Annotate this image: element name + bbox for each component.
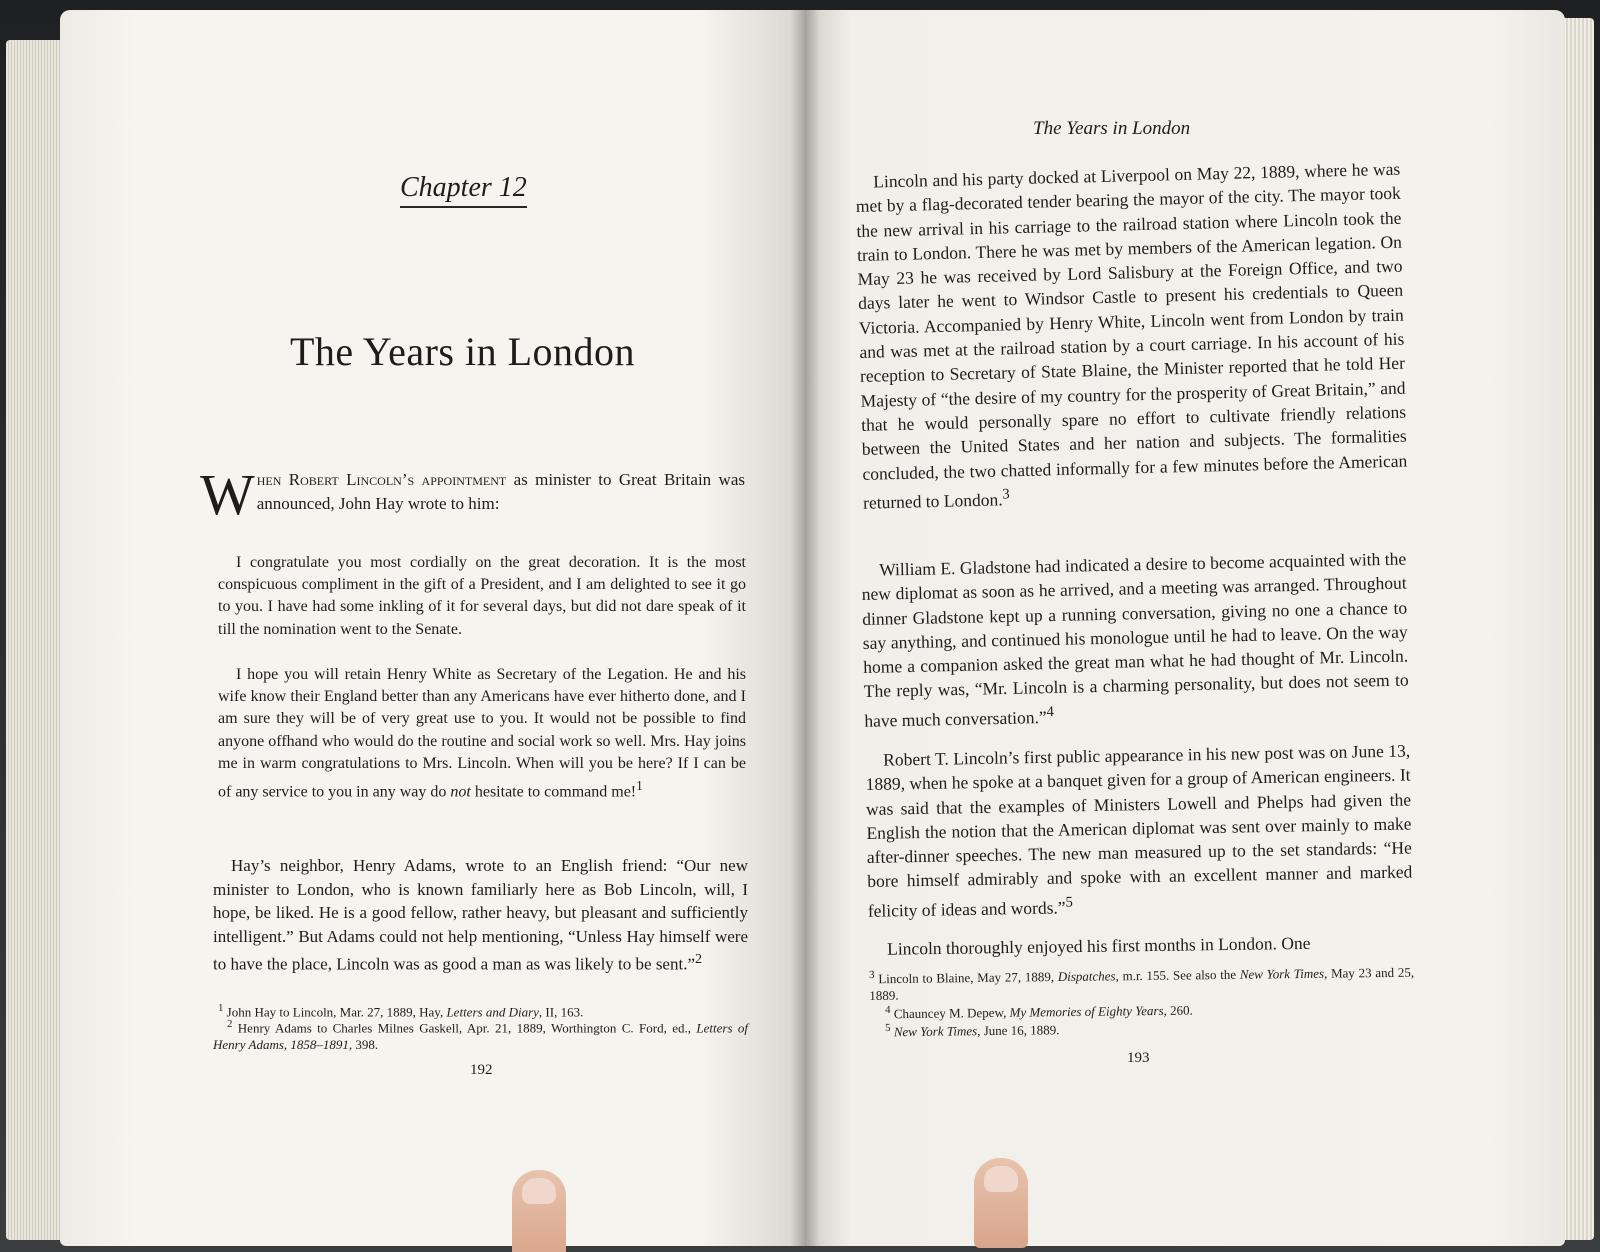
- chapter-label: Chapter 12: [400, 172, 527, 208]
- gladstone-paragraph: [861, 547, 1410, 733]
- footnote-2: [213, 1016, 748, 1053]
- quote2-text: I hope you will retain Henry White as Secretary of the Legation. He and his wife know their England better than any Americans have ever hitherto done, and I am sure they will be of very great use to you. It would not be possible to find anyone offhand who would do the routine and social work so well. Mrs. Hay joins me in warm congratulations to Mrs. Lincoln. When will you be here? If I can be of any service to you in any way do: [218, 666, 746, 801]
- footnote-2-end: , 398.: [348, 1037, 379, 1053]
- footnote-4-num: 4: [885, 1003, 891, 1016]
- footnote-4-end: , 260.: [1163, 1002, 1193, 1018]
- footnote-2-text: Henry Adams to Charles Milnes Gaskell, Apr. 21, 1889, Worthington C. Ford, ed.,: [232, 1020, 697, 1036]
- footnote-1-title: Letters and Diary: [446, 1004, 539, 1020]
- footnote-ref-5[interactable]: 5: [1065, 894, 1073, 911]
- hay-letter-paragraph-2: [218, 664, 746, 804]
- right-thumb: [974, 1158, 1028, 1248]
- footnote-3-end: , May 23 and 25, 1889.: [869, 964, 1415, 1004]
- liverpool-paragraph: [855, 157, 1408, 515]
- footnote-3-title: Dispatches: [1057, 968, 1116, 985]
- quote2-text-end: hesitate to command me!: [470, 783, 637, 801]
- footnote-1-end: , II, 163.: [538, 1004, 584, 1020]
- footnote-5-num: 5: [885, 1021, 891, 1034]
- banquet-text: Robert T. Lincoln’s first public appearance in his new post was on June 13, 1889, when he spoke at a banquet given for a group of American engineers. It was said that the examples of Ministers Lowell and Phelps had given the English the notion that the American diplomat was sent over mainly to make after-dinner speeches. The new man measured up to the set standards: “He bore himself admirably and spoke with an excellent manner and marked felicity of ideas and words.”: [865, 740, 1413, 921]
- opening-smallcaps: hen Robert Lincoln’s appointment: [256, 470, 507, 489]
- footnote-2-num: 2: [227, 1018, 233, 1030]
- footnote-3-text: Lincoln to Blaine, May 27, 1889,: [874, 969, 1058, 987]
- left-page: [60, 10, 805, 1246]
- footnote-5-end: , June 16, 1889.: [977, 1022, 1060, 1039]
- drop-cap: W: [200, 462, 255, 527]
- closing-line: Lincoln thoroughly enjoyed his first months in London. One: [887, 932, 1311, 959]
- footnote-3-title-2: New York Times: [1239, 965, 1325, 982]
- left-thumbnail: [522, 1178, 556, 1204]
- footnote-1-text: John Hay to Lincoln, Mar. 27, 1889, Hay,: [223, 1004, 447, 1020]
- chapter-title: The Years in London: [290, 329, 636, 374]
- footnote-4-text: Chauncey M. Depew,: [890, 1004, 1010, 1022]
- footnote-ref-2[interactable]: 2: [695, 951, 703, 967]
- quote2-emphasis: not: [450, 783, 471, 801]
- page-number-left: 192: [470, 1062, 493, 1078]
- left-thumb: [512, 1170, 566, 1252]
- gladstone-text: William E. Gladstone had indicated a desire to become acquainted with the new diplomat as soon as he arrived, and a meeting was arranged. Throughout dinner Gladstone kept up a running conversation, giving no one a chance to say anything, and continued his monologue until he had to leave. On the way home a companion asked the great man what he had thought of Mr. Lincoln. The reply was, “Mr. Lincoln is a charming personality, but does not seem to have much conversation.”: [861, 548, 1409, 731]
- footnote-ref-3[interactable]: 3: [1002, 486, 1010, 503]
- footnote-1-num: 1: [218, 1002, 224, 1014]
- footnote-ref-1[interactable]: 1: [636, 778, 643, 794]
- footnote-4-title: My Memories of Eighty Years: [1009, 1002, 1164, 1020]
- right-thumbnail: [984, 1166, 1018, 1192]
- footnote-2-title: Letters of Henry Adams, 1858–1891: [213, 1020, 748, 1053]
- right-page: [805, 10, 1565, 1246]
- banquet-paragraph: [865, 738, 1413, 922]
- book-gutter: [790, 10, 820, 1246]
- footnote-3-num: 3: [869, 968, 875, 981]
- footnote-ref-4[interactable]: 4: [1046, 703, 1054, 720]
- footnote-3-mid: , m.r. 155. See also the: [1115, 966, 1240, 984]
- opening-text: as minister to Great Britain was announced, John Hay wrote to him:: [256, 470, 745, 513]
- adams-text: Hay’s neighbor, Henry Adams, wrote to an English friend: “Our new minister to London, who is known familiarly here as Bob Lincoln, will, I hope, be liked. He is a good fellow, rather heavy, but pleasant and sufficiently intelligent.” But Adams could not help mentioning, “Unless Hay himself were to have the place, Lincoln was as good a man as was likely to be sent.”: [213, 856, 748, 974]
- footnote-5-title: New York Times: [893, 1023, 978, 1040]
- page-number-right: 193: [1127, 1050, 1150, 1066]
- liverpool-text: Lincoln and his party docked at Liverpool on May 22, 1889, where he was met by a flag-decorated tender bearing the mayor of the city. The mayor took the new arrival in his carriage to the railroad station where Lincoln took the train to London. There he was met by members of the American legation. On May 23 he was received by Lord Salisbury at the Foreign Office, and two days later he went to Windsor Castle to present his credentials to Queen Victoria. Accompanied by Henry White, Lincoln went from London by train and was met at the railroad station by a court carriage. In his account of his reception to Secretary of State Blaine, the Minister reported that he told Her Majesty of “the desire of my country for the prosperity of Great Britain,” and that he would personally spare no effort to cultivate friendly relations between the United States and her nation and subjects. The formalities concluded, the two chatted informally for a few minutes before the American returned to London.: [855, 158, 1408, 513]
- running-head: The Years in London: [1033, 118, 1191, 139]
- adams-paragraph: [213, 854, 748, 976]
- hay-letter-paragraph-1: I congratulate you most cordially on the great decoration. It is the most conspicuous compliment in the gift of a President, and I am delighted to see it go to you. I have had some inkling of it for several days, but did not dare speak of it till the nomination went to the Senate.: [218, 554, 746, 638]
- opening-paragraph: [200, 462, 745, 527]
